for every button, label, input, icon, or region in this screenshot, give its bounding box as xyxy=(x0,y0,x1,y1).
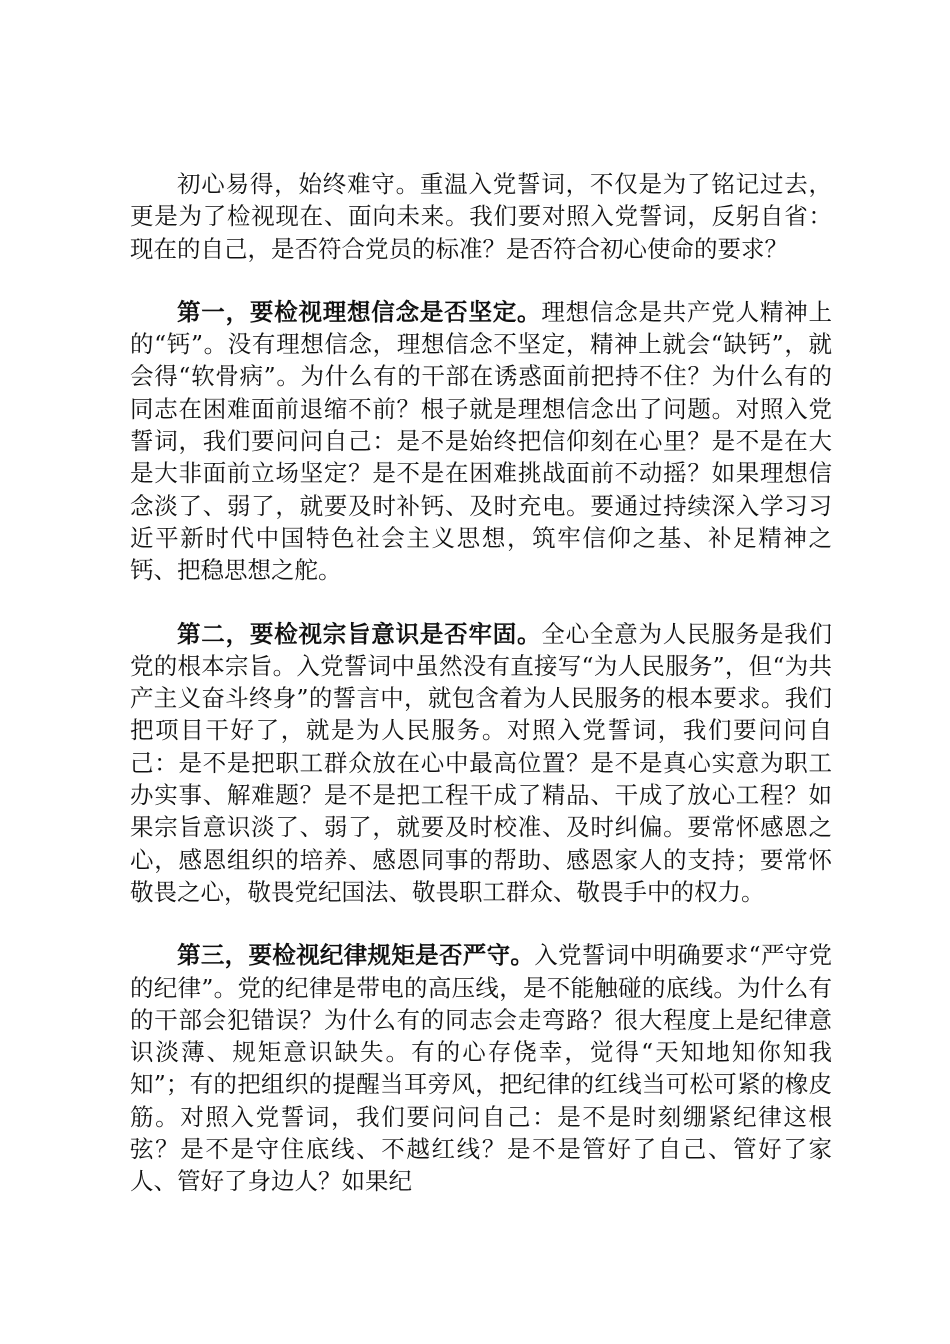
paragraph-text: 初心易得，始终难守。重温入党誓词，不仅是为了铭记过去，更是为了检视现在、面向未来。我们要对照入党誓词，反躬自省：现在的自己，是否符合党员的标准？是否符合初心使命的要求？ xyxy=(130,170,832,263)
paragraph-text: 理想信念是共产党人精神上的“钙”。没有理想信念，理想信念不坚定，精神上就会“缺钙”，就会得“软骨病”。为什么有的干部在诱惑面前把持不住？为什么有的同志在困难面前退缩不前？根子就是理想信念出了问题。对照入党誓词，我们要问问自己：是不是始终把信仰刻在心里？是不是在大是大非面前立场坚定？是不是在困难挑战面前不动摇？如果理想信念淡了、弱了，就要及时补钙、及时充电。要通过持续深入学习习近平新时代中国特色社会主义思想，筑牢信仰之基、补足精神之钙、把稳思想之舵。 xyxy=(130,297,833,585)
paragraph-purpose xyxy=(130,618,832,909)
paragraph-intro xyxy=(130,168,832,265)
paragraph-lead: 第三，要检视纪律规矩是否严守。 xyxy=(177,941,535,970)
paragraph-discipline xyxy=(130,939,832,1197)
paragraph-lead: 第一，要检视理想信念是否坚定。 xyxy=(177,297,542,326)
paragraph-ideals xyxy=(130,296,832,587)
paragraph-lead: 第二，要检视宗旨意识是否牢固。 xyxy=(177,619,542,648)
paragraph-text: 全心全意为人民服务是我们党的根本宗旨。入党誓词中虽然没有直接写“为人民服务”，但“为共产主义奋斗终身”的誓言中，就包含着为人民服务的根本要求。我们把项目干好了，就是为人民服务。对照入党誓词，我们要问问自己：是不是把职工群众放在心中最高位置？是不是真心实意为职工办实事、解难题？是不是把工程干成了精品、干成了放心工程？如果宗旨意识淡了、弱了，就要及时校准、及时纠偏。要常怀感恩之心，感恩组织的培养、感恩同事的帮助、感恩家人的支持；要常怀敬畏之心，敬畏党纪国法、敬畏职工群众、敬畏手中的权力。 xyxy=(130,619,833,906)
document-body xyxy=(130,168,832,1229)
paragraph-text: 入党誓词中明确要求“严守党的纪律”。党的纪律是带电的高压线，是不能触碰的底线。为什么有的干部会犯错误？为什么有的同志会走弯路？很大程度上是纪律意识淡薄、规矩意识缺失。有的心存侥幸，觉得“天知地知你知我知”；有的把组织的提醒当耳旁风，把纪律的红线当可松可紧的橡皮筋。对照入党誓词，我们要问问自己：是不是时刻绷紧纪律这根弦？是不是守住底线、不越红线？是不是管好了自己、管好了家人、管好了身边人？如果纪 xyxy=(130,941,833,1196)
